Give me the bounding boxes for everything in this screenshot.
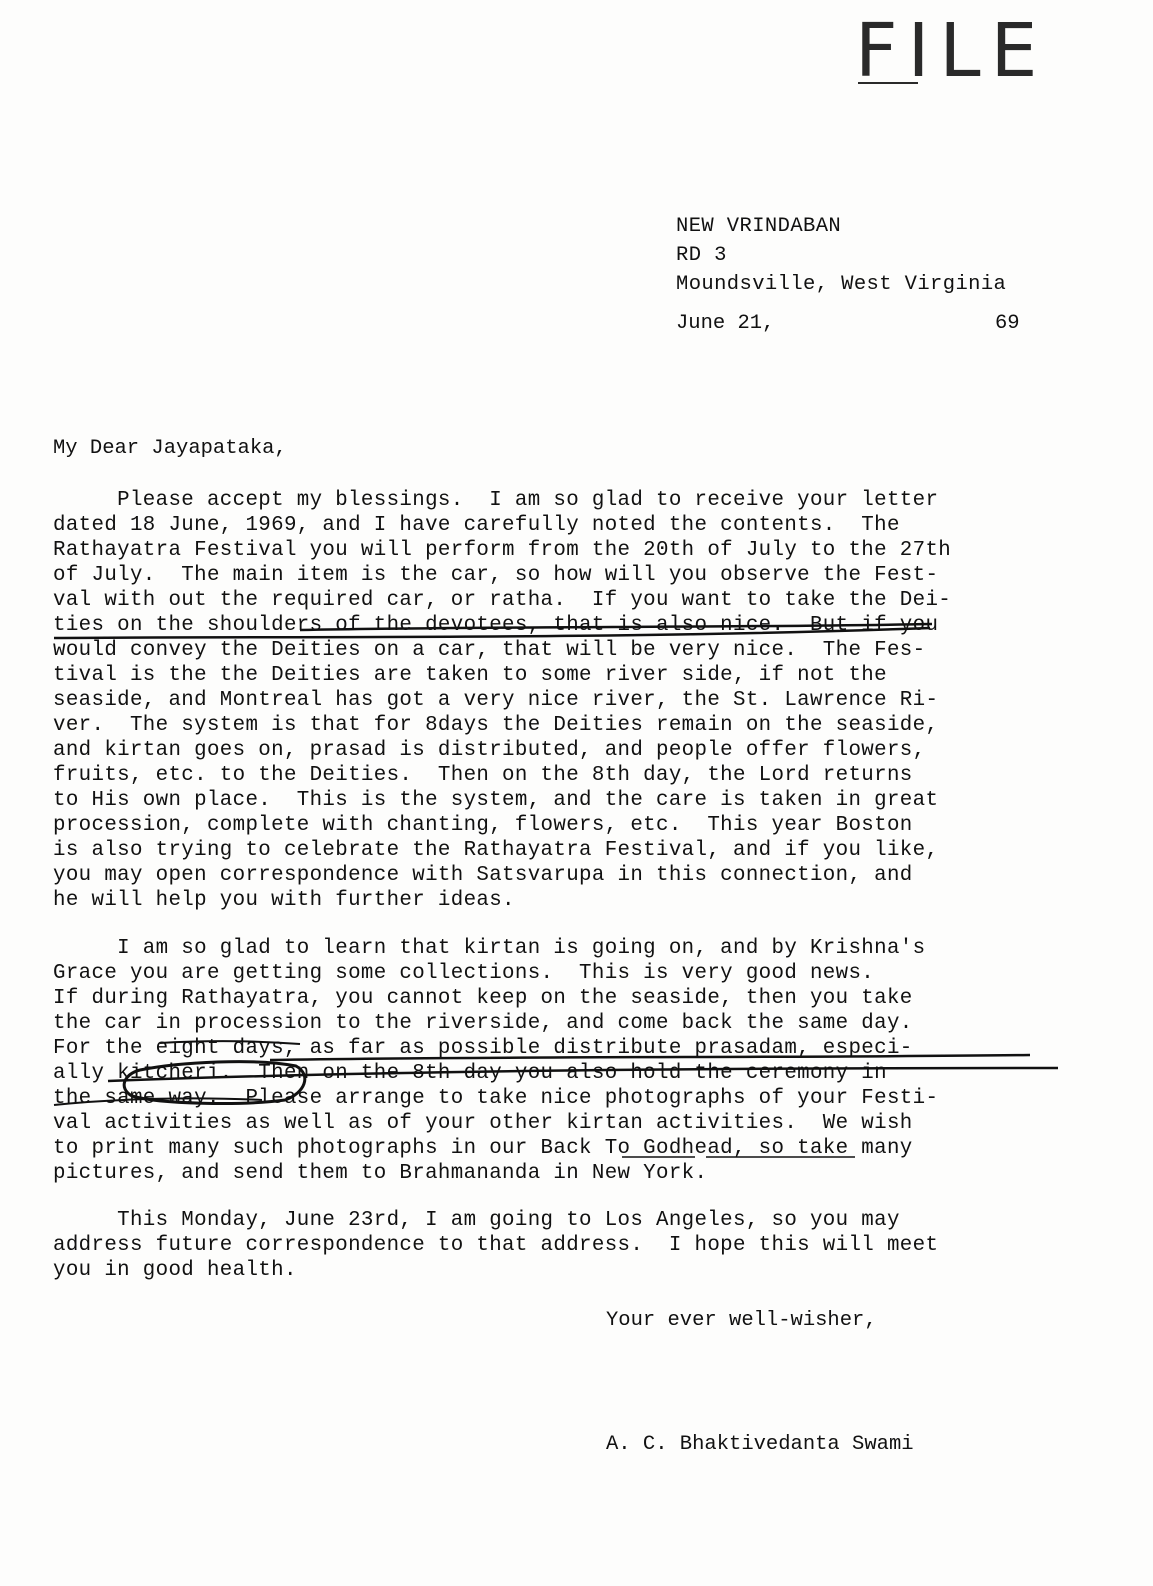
- paragraph-line: Rathayatra Festival you will perform from the 20th of July to the 27th: [53, 539, 952, 562]
- paragraph-line: would convey the Deities on a car, that will be very nice. The Fes-: [53, 639, 926, 662]
- paragraph-line: fruits, etc. to the Deities. Then on the 8th day, the Lord returns: [53, 764, 913, 787]
- paragraph-line: For the eight days, as far as possible distribute prasadam, especi-: [53, 1037, 913, 1060]
- paragraph-line: procession, complete with chanting, flowers, etc. This year Boston: [53, 814, 913, 837]
- paragraph-line: val activities as well as of your other kirtan activities. We wish: [53, 1112, 913, 1135]
- paragraph-line: and kirtan goes on, prasad is distributed, and people offer flowers,: [53, 739, 926, 762]
- paragraph-line: If during Rathayatra, you cannot keep on the seaside, then you take: [53, 987, 913, 1010]
- stamp-underline: [858, 82, 918, 84]
- paragraph-line: I am so glad to learn that kirtan is going on, and by Krishna's: [53, 937, 926, 960]
- paragraph-line: ver. The system is that for 8days the Deities remain on the seaside,: [53, 714, 939, 737]
- paragraph-line: the same way. Please arrange to take nice photographs of your Festi-: [53, 1087, 939, 1110]
- paragraph-line: you may open correspondence with Satsvarupa in this connection, and: [53, 864, 913, 887]
- paragraph-line: val with out the required car, or ratha. If you want to take the Dei-: [53, 589, 952, 612]
- paragraph-line: is also trying to celebrate the Rathayatra Festival, and if you like,: [53, 839, 939, 862]
- paragraph-line: address future correspondence to that address. I hope this will meet: [53, 1234, 939, 1257]
- paragraph-line: to His own place. This is the system, and the care is taken in great: [53, 789, 939, 812]
- letter-date-day: June 21,: [676, 312, 775, 335]
- paragraph-line: Grace you are getting some collections. This is very good news.: [53, 962, 875, 985]
- salutation: My Dear Jayapataka,: [53, 437, 287, 460]
- paragraph-line: ally kitcheri. Then on the 8th day you also hold the ceremony in: [53, 1062, 887, 1085]
- paragraph-line: seaside, and Montreal has got a very nice river, the St. Lawrence Ri-: [53, 689, 939, 712]
- letter-date-year: 69: [995, 312, 1020, 335]
- paragraph-3: [53, 1208, 1113, 1283]
- paragraph-line: the car in procession to the riverside, and come back the same day.: [53, 1012, 913, 1035]
- address-line-2: RD 3: [676, 244, 727, 267]
- file-stamp: FILE: [855, 8, 1048, 94]
- paragraph-1: [53, 488, 1113, 913]
- letterhead-address: [676, 212, 1006, 299]
- paragraph-line: you in good health.: [53, 1259, 297, 1282]
- paragraph-line: dated 18 June, 1969, and I have carefully noted the contents. The: [53, 514, 900, 537]
- paragraph-line: This Monday, June 23rd, I am going to Los Angeles, so you may: [53, 1209, 900, 1232]
- paragraph-line: ties on the shoulders of the devotees, that is also nice. But if you: [53, 614, 939, 637]
- paragraph-line: tival is the the Deities are taken to some river side, if not the: [53, 664, 887, 687]
- paragraph-line: Please accept my blessings. I am so glad to receive your letter: [53, 489, 939, 512]
- paragraph-line: he will help you with further ideas.: [53, 889, 515, 912]
- address-line-1: NEW VRINDABAN: [676, 215, 842, 238]
- closing: Your ever well-wisher,: [606, 1309, 877, 1332]
- paragraph-line: pictures, and send them to Brahmananda in New York.: [53, 1162, 708, 1185]
- address-line-3: Moundsville, West Virginia: [676, 273, 1007, 296]
- paragraph-line: of July. The main item is the car, so how will you observe the Fest-: [53, 564, 939, 587]
- signature-name: A. C. Bhaktivedanta Swami: [606, 1433, 914, 1456]
- paragraph-line: to print many such photographs in our Back To Godhead, so take many: [53, 1137, 913, 1160]
- paragraph-2: [53, 936, 1113, 1186]
